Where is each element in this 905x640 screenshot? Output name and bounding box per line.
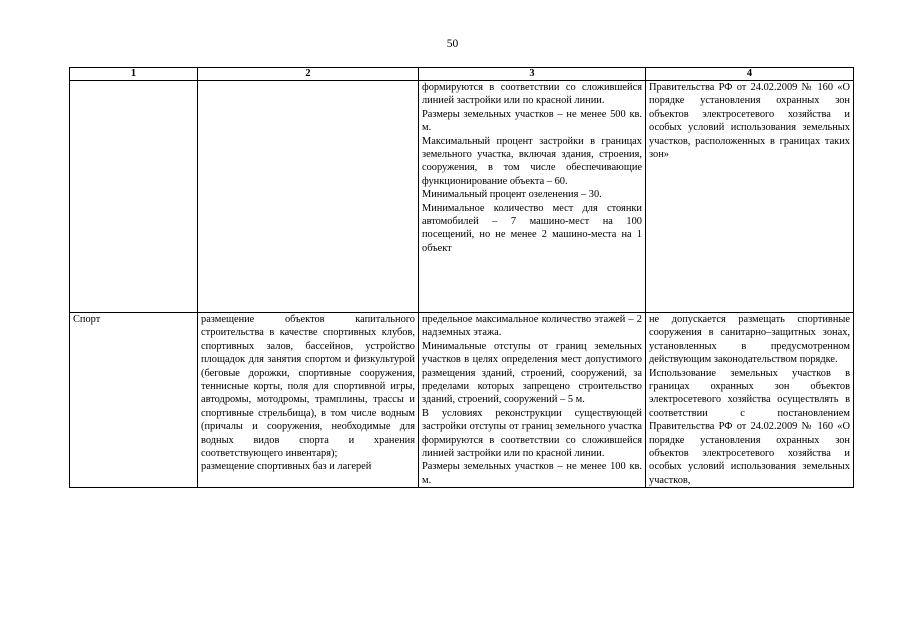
restriction-paragraph: Правительства РФ от 24.02.2009 № 160 «О порядке установления охранных зон объектов электросетевого хозяйства и особых условий использования земельных участков, расположенных в границах таких зон» (649, 82, 850, 161)
table-header-row (70, 68, 854, 81)
parameter-paragraph: Минимальные отступы от границ земельных участков в целях определения мест допустимого размещения зданий, строений, сооружений, за пределами которых запрещено строительство зданий, строений, сооружений – 5 м. (422, 340, 642, 406)
parameter-paragraph: В условиях реконструкции существующей застройки отступы от границ земельного участка формируются в соответствии со сложившейся линией застройки или по красной линии. (422, 407, 642, 460)
column-header: 3 (419, 68, 646, 81)
page-number: 50 (446, 38, 459, 50)
parameter-paragraph: Максимальный процент застройки в границах земельного участка, включая здания, строения, сооружения, в том числе обеспечивающие функционирование объекта – 60. (422, 135, 642, 187)
use-paragraph: размещение спортивных баз и лагерей (201, 461, 372, 473)
cell-parameters (419, 81, 646, 313)
table-row (70, 313, 854, 488)
parameter-paragraph: формируются в соответствии со сложившейся линией застройки или по красной линии. (422, 82, 642, 107)
cell-permitted-use (198, 313, 419, 488)
parameter-paragraph: Размеры земельных участков – не менее 500 кв. м. (422, 108, 642, 134)
cell-restrictions (646, 313, 854, 488)
zone-name: Спорт (73, 314, 101, 325)
column-header: 1 (70, 68, 198, 81)
zoning-table (69, 67, 854, 488)
restriction-paragraph: Использование земельных участков в границах охранных зон объектов электросетевого хозяйства осуществлять в соответствии с постановлением Правительства РФ от 24.02.2009 № 160 «О порядке установления охранных зон объектов электросетевого хозяйства и особых условий использования земельных участков, (649, 367, 850, 486)
cell-restrictions (646, 81, 854, 313)
use-paragraph: размещение объектов капитального строительства в качестве спортивных клубов, спортивных залов, бассейнов, устройство площадок для занятия спортом и физкультурой (беговые дорожки, спортивные сооружения, теннисные корты, поля для спортивной игры, автодромы, мотодромы, трамплины, трассы и спортивные стрельбища), в том числе водным (причалы и сооружения, необходимые для водных видов спорта и хранения соответствующего инвентаря); (201, 314, 415, 460)
cell-parameters (419, 313, 646, 488)
table-row (70, 81, 854, 313)
column-header: 4 (646, 68, 854, 81)
cell-zone-name (70, 313, 198, 488)
cell-zone-name (70, 81, 198, 313)
parameter-paragraph: Минимальное количество мест для стоянки автомобилей – 7 машино-мест на 100 посещений, но не менее 2 машино-места на 1 объект (422, 202, 642, 254)
restriction-paragraph: не допускается размещать спортивные сооружения в санитарно–защитных зонах, установленных в предусмотренном действующим законодательством порядке. (649, 314, 850, 366)
column-header: 2 (198, 68, 419, 81)
parameter-paragraph: Размеры земельных участков – не менее 100 кв. м. (422, 461, 642, 486)
parameter-paragraph: предельное максимальное количество этажей – 2 надземных этажа. (422, 314, 642, 339)
cell-permitted-use (198, 81, 419, 313)
parameter-paragraph: Минимальный процент озеленения – 30. (422, 189, 602, 201)
